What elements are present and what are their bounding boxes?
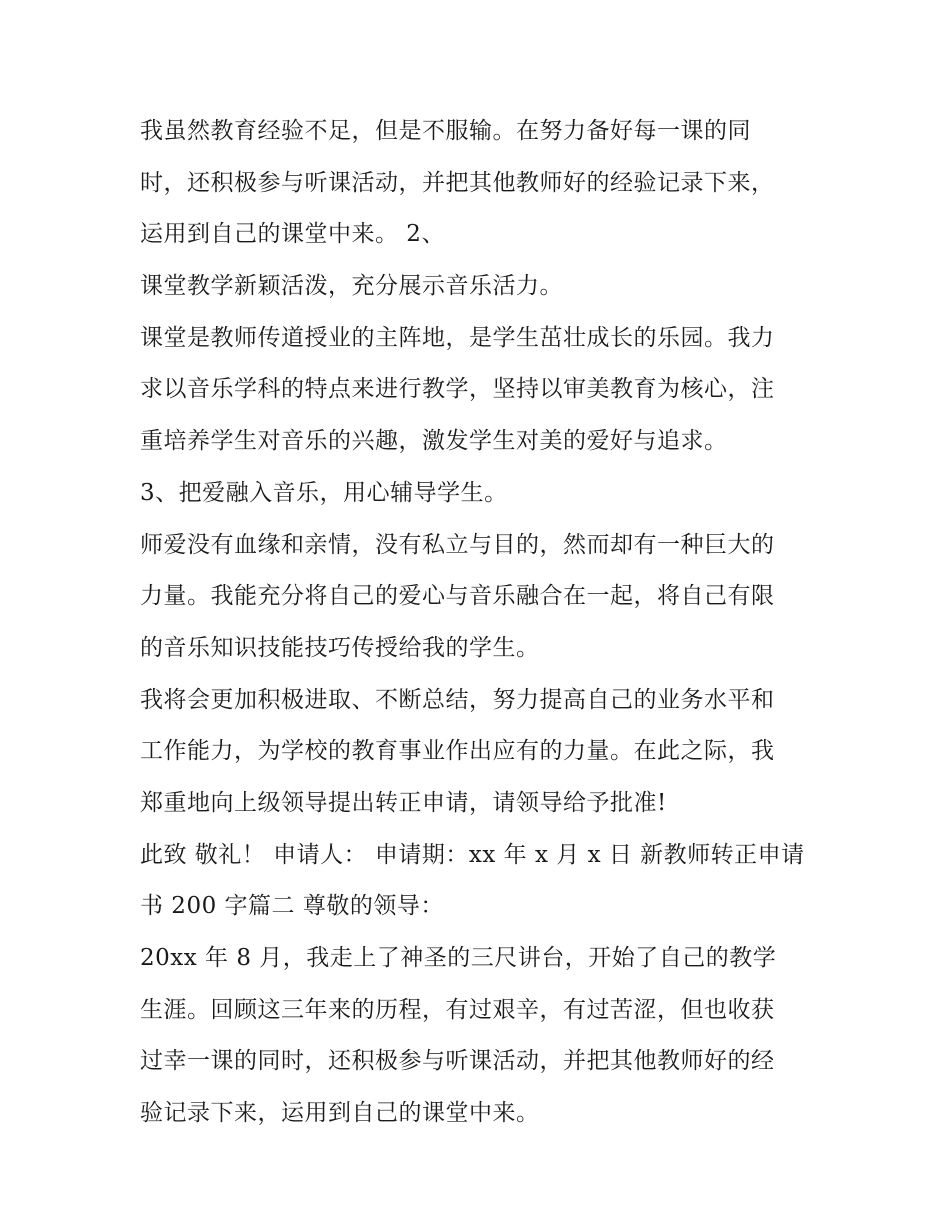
document-body: [140, 106, 820, 1140]
text-line-18: 生涯。回顾这三年来的历程，有过艰辛，有过苦涩，但也收获: [140, 996, 775, 1023]
text-line-2: 时，还积极参与听课活动，并把其他教师好的经验记录下来，: [140, 169, 775, 196]
text-line-20: 验记录下来，运用到自己的课堂中来。: [140, 1100, 540, 1127]
text-line-7: 重培养学生对音乐的兴趣，激发学生对美的爱好与追求。: [140, 428, 728, 455]
text-line-3: 运用到自己的课堂中来。 2、: [140, 221, 445, 248]
text-line-15: 此致 敬礼！ 申请人： 申请期：xx 年 x 月 x 日 新教师转正申请: [140, 841, 805, 868]
text-line-6: 求以音乐学科的特点来进行教学，坚持以审美教育为核心，注: [140, 376, 775, 403]
text-line-17: 20xx 年 8 月，我走上了神圣的三尺讲台，开始了自己的教学: [140, 945, 777, 971]
text-line-10: 力量。我能充分将自己的爱心与音乐融合在一起，将自己有限: [140, 583, 775, 610]
text-line-14: 郑重地向上级领导提出转正申请，请领导给予批准!: [140, 789, 667, 816]
text-line-8: 3、把爱融入音乐，用心辅导学生。: [140, 479, 508, 506]
text-line-13: 工作能力，为学校的教育事业作出应有的力量。在此之际，我: [140, 738, 775, 765]
text-line-19: 过幸一课的同时，还积极参与听课活动，并把其他教师好的经: [140, 1048, 775, 1075]
text-line-9: 师爱没有血缘和亲情，没有私立与目的，然而却有一种巨大的: [140, 531, 775, 558]
text-line-5: 课堂是教师传道授业的主阵地，是学生茁壮成长的乐园。我力: [140, 324, 775, 351]
text-line-1: 我虽然教育经验不足，但是不服输。在努力备好每一课的同: [140, 118, 751, 144]
text-line-11: 的音乐知识技能技巧传授给我的学生。: [140, 634, 540, 661]
text-line-16: 书 200 字篇二 尊敬的领导：: [140, 893, 444, 920]
text-line-12: 我将会更加积极进取、不断总结，努力提高自己的业务水平和: [140, 686, 775, 713]
text-line-4: 课堂教学新颖活泼，充分展示音乐活力。: [140, 273, 563, 300]
